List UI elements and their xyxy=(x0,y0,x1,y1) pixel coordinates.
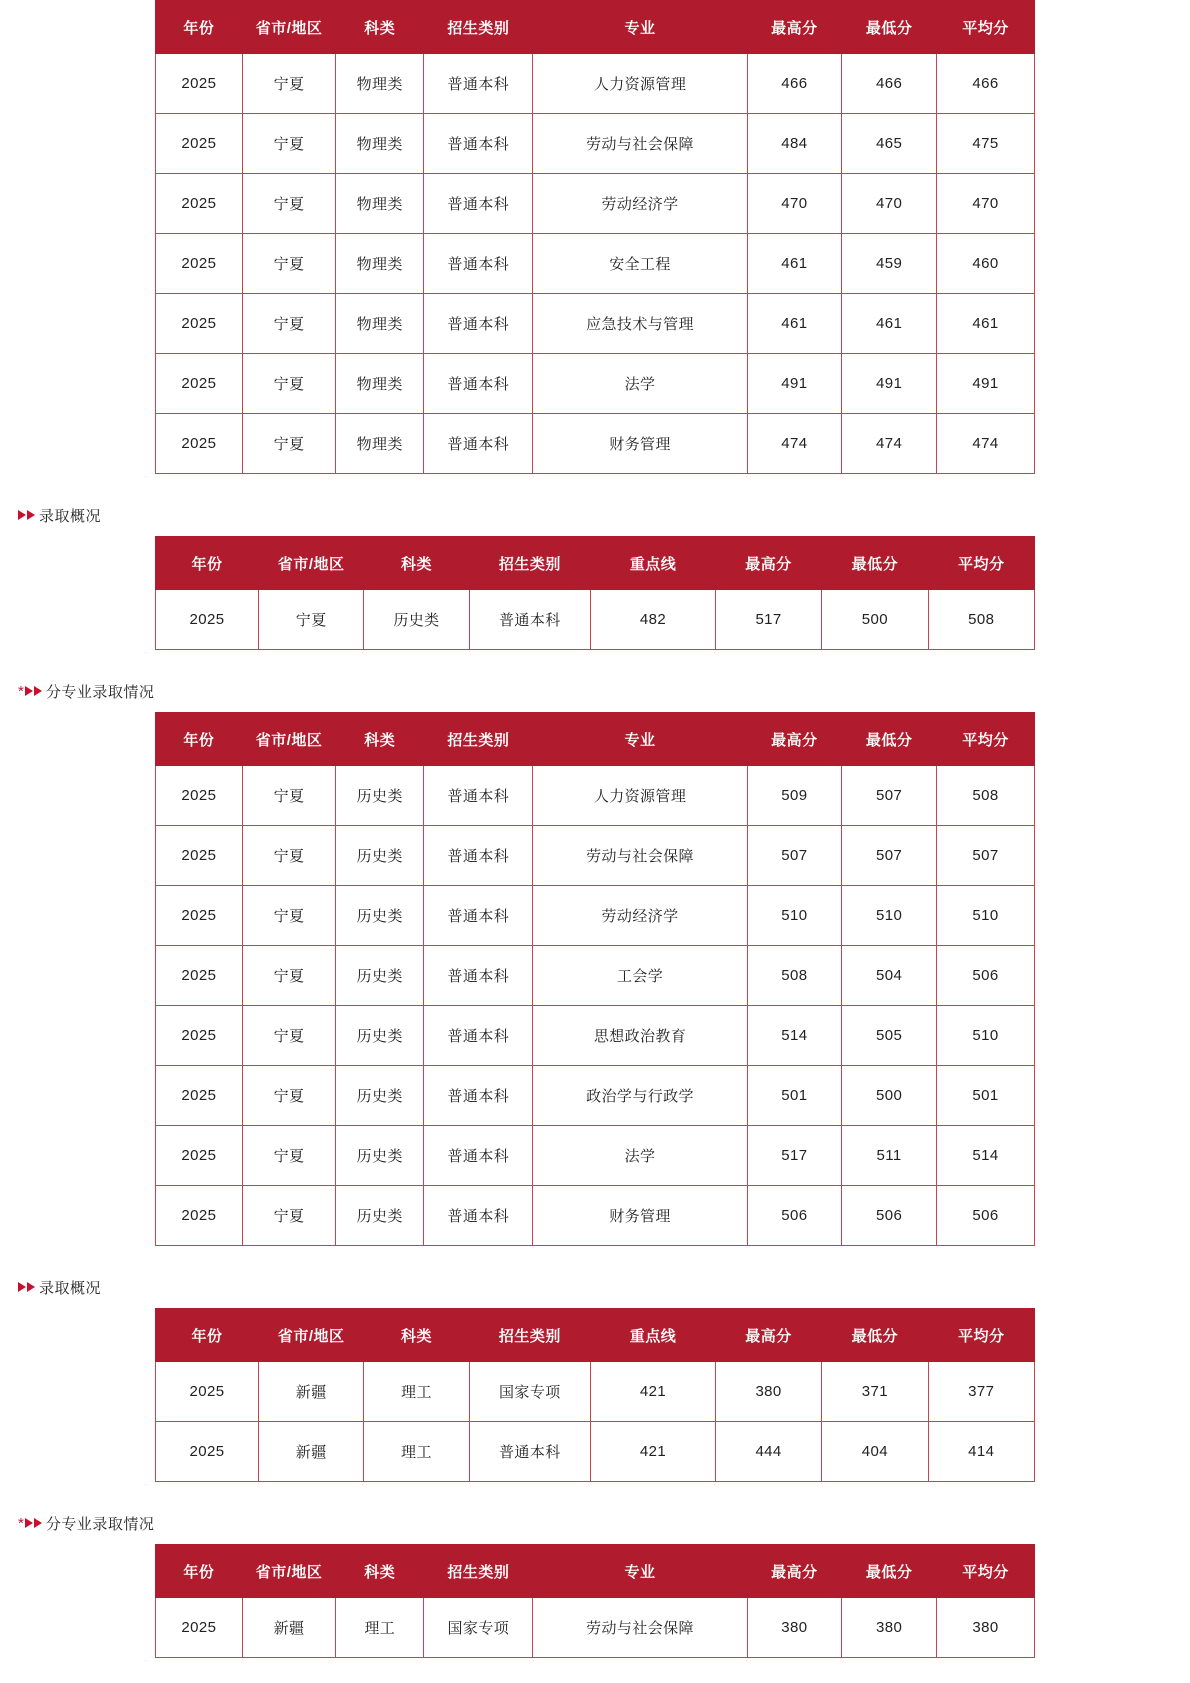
asterisk-marker: * xyxy=(18,682,24,700)
table-cell: 475 xyxy=(936,114,1034,174)
table-cell: 普通本科 xyxy=(424,1186,533,1246)
table-wrapper xyxy=(0,1308,1190,1482)
table-cell: 劳动与社会保障 xyxy=(533,1598,747,1658)
table-cell: 459 xyxy=(842,234,937,294)
table-cell: 2025 xyxy=(156,946,243,1006)
table-cell: 2025 xyxy=(156,590,259,650)
triangle-bullet-icon xyxy=(27,510,35,520)
table-cell: 506 xyxy=(936,946,1034,1006)
table-cell: 宁夏 xyxy=(242,414,336,474)
triangle-bullet-icon xyxy=(34,1518,42,1528)
table-cell: 历史类 xyxy=(336,1066,424,1126)
triangle-bullet-icon xyxy=(27,1282,35,1292)
column-header: 科类 xyxy=(336,1,424,54)
table-cell: 507 xyxy=(842,766,937,826)
table-cell: 宁夏 xyxy=(242,886,336,946)
column-header: 招生类别 xyxy=(469,537,591,590)
column-header: 年份 xyxy=(156,537,259,590)
table-cell: 517 xyxy=(747,1126,842,1186)
table-cell: 法学 xyxy=(533,354,747,414)
table-cell: 461 xyxy=(936,294,1034,354)
table-cell: 510 xyxy=(936,886,1034,946)
column-header: 重点线 xyxy=(591,537,716,590)
table-cell: 宁夏 xyxy=(242,294,336,354)
column-header: 招生类别 xyxy=(469,1309,591,1362)
table-cell: 508 xyxy=(747,946,842,1006)
table-cell: 应急技术与管理 xyxy=(533,294,747,354)
table-wrapper xyxy=(0,0,1190,474)
table-cell: 财务管理 xyxy=(533,414,747,474)
column-header: 平均分 xyxy=(936,713,1034,766)
table-header-row xyxy=(156,1545,1035,1598)
table-cell: 理工 xyxy=(336,1598,424,1658)
table-cell: 507 xyxy=(842,826,937,886)
table-cell: 普通本科 xyxy=(424,946,533,1006)
column-header: 专业 xyxy=(533,1,747,54)
table-cell: 法学 xyxy=(533,1126,747,1186)
column-header: 最高分 xyxy=(715,1309,821,1362)
table-row xyxy=(156,354,1035,414)
spacer xyxy=(0,474,1190,492)
table-cell: 514 xyxy=(747,1006,842,1066)
spacer xyxy=(0,1246,1190,1264)
column-header: 最低分 xyxy=(842,713,937,766)
section-heading-label: 分专业录取情况 xyxy=(45,1515,155,1533)
table-header-row xyxy=(156,537,1035,590)
table-cell: 510 xyxy=(936,1006,1034,1066)
column-header: 省市/地区 xyxy=(259,1309,364,1362)
table-cell: 物理类 xyxy=(336,414,424,474)
table-cell: 国家专项 xyxy=(424,1598,533,1658)
column-header: 最低分 xyxy=(842,1,937,54)
table-cell: 宁夏 xyxy=(242,1066,336,1126)
table-cell: 2025 xyxy=(156,826,243,886)
table-cell: 2025 xyxy=(156,114,243,174)
table-cell: 2025 xyxy=(156,1598,243,1658)
table-cell: 380 xyxy=(936,1598,1034,1658)
table-cell: 普通本科 xyxy=(424,354,533,414)
table-cell: 466 xyxy=(936,54,1034,114)
column-header: 年份 xyxy=(156,1309,259,1362)
table-row xyxy=(156,174,1035,234)
table-cell: 物理类 xyxy=(336,114,424,174)
triangle-bullet-icon xyxy=(25,686,33,696)
table-cell: 2025 xyxy=(156,414,243,474)
table-cell: 2025 xyxy=(156,234,243,294)
table-row xyxy=(156,886,1035,946)
table-cell: 劳动与社会保障 xyxy=(533,826,747,886)
column-header: 专业 xyxy=(533,713,747,766)
column-header: 省市/地区 xyxy=(242,1,336,54)
table-cell: 444 xyxy=(715,1422,821,1482)
table-cell: 宁夏 xyxy=(242,766,336,826)
table-row xyxy=(156,234,1035,294)
table-cell: 政治学与行政学 xyxy=(533,1066,747,1126)
table-cell: 500 xyxy=(842,1066,937,1126)
table-row xyxy=(156,54,1035,114)
column-header: 年份 xyxy=(156,1,243,54)
table-cell: 普通本科 xyxy=(424,826,533,886)
column-header: 最低分 xyxy=(822,537,928,590)
table-cell: 2025 xyxy=(156,294,243,354)
table-cell: 普通本科 xyxy=(424,1066,533,1126)
triangle-bullet-icon xyxy=(18,1282,26,1292)
spacer xyxy=(0,650,1190,668)
table-cell: 501 xyxy=(936,1066,1034,1126)
table-cell: 历史类 xyxy=(336,1126,424,1186)
table-cell: 484 xyxy=(747,114,842,174)
table-row xyxy=(156,114,1035,174)
table-cell: 2025 xyxy=(156,54,243,114)
table-row xyxy=(156,1066,1035,1126)
table-wrapper xyxy=(0,1544,1190,1658)
table-cell: 宁夏 xyxy=(242,54,336,114)
table-cell: 工会学 xyxy=(533,946,747,1006)
table-cell: 普通本科 xyxy=(424,54,533,114)
table-cell: 460 xyxy=(936,234,1034,294)
table-cell: 普通本科 xyxy=(424,234,533,294)
table-cell: 491 xyxy=(936,354,1034,414)
table-cell: 2025 xyxy=(156,1066,243,1126)
table-cell: 国家专项 xyxy=(469,1362,591,1422)
table-cell: 2025 xyxy=(156,1186,243,1246)
table-cell: 财务管理 xyxy=(533,1186,747,1246)
column-header: 最高分 xyxy=(747,713,842,766)
table-cell: 宁夏 xyxy=(242,354,336,414)
table-cell: 509 xyxy=(747,766,842,826)
table-row xyxy=(156,1006,1035,1066)
table-cell: 理工 xyxy=(364,1422,469,1482)
table-cell: 历史类 xyxy=(336,826,424,886)
table-cell: 普通本科 xyxy=(424,1126,533,1186)
column-header: 重点线 xyxy=(591,1309,716,1362)
column-header: 专业 xyxy=(533,1545,747,1598)
triangle-bullet-icon xyxy=(18,510,26,520)
table-cell: 514 xyxy=(936,1126,1034,1186)
table-cell: 普通本科 xyxy=(424,414,533,474)
table-cell: 380 xyxy=(715,1362,821,1422)
table-row xyxy=(156,1422,1035,1482)
column-header: 科类 xyxy=(364,537,469,590)
table-cell: 507 xyxy=(936,826,1034,886)
table-cell: 508 xyxy=(928,590,1034,650)
column-header: 最高分 xyxy=(715,537,821,590)
table-header-row xyxy=(156,713,1035,766)
spacer xyxy=(0,1658,1190,1676)
table-cell: 2025 xyxy=(156,1006,243,1066)
section-heading-overview xyxy=(0,1276,1190,1298)
table-cell: 421 xyxy=(591,1362,716,1422)
column-header: 平均分 xyxy=(928,1309,1034,1362)
table-cell: 474 xyxy=(747,414,842,474)
table-cell: 历史类 xyxy=(364,590,469,650)
table-cell: 510 xyxy=(747,886,842,946)
table-cell: 宁夏 xyxy=(242,174,336,234)
column-header: 最高分 xyxy=(747,1,842,54)
triangle-bullet-icon xyxy=(25,1518,33,1528)
table-cell: 普通本科 xyxy=(424,1006,533,1066)
table-cell: 劳动与社会保障 xyxy=(533,114,747,174)
column-header: 平均分 xyxy=(936,1545,1034,1598)
table-cell: 安全工程 xyxy=(533,234,747,294)
table-cell: 普通本科 xyxy=(424,294,533,354)
table-cell: 507 xyxy=(747,826,842,886)
table-cell: 461 xyxy=(842,294,937,354)
table-cell: 2025 xyxy=(156,886,243,946)
table-cell: 508 xyxy=(936,766,1034,826)
table-wrapper xyxy=(0,712,1190,1246)
table-cell: 物理类 xyxy=(336,54,424,114)
table-cell: 普通本科 xyxy=(424,114,533,174)
table-header-row xyxy=(156,1,1035,54)
table-cell: 宁夏 xyxy=(242,826,336,886)
table-header-row xyxy=(156,1309,1035,1362)
triangle-bullet-icon xyxy=(34,686,42,696)
spacer xyxy=(0,1482,1190,1500)
table-row xyxy=(156,1126,1035,1186)
column-header: 省市/地区 xyxy=(242,1545,336,1598)
table-cell: 371 xyxy=(822,1362,928,1422)
table-cell: 普通本科 xyxy=(424,886,533,946)
table-row xyxy=(156,590,1035,650)
table-cell: 466 xyxy=(842,54,937,114)
table-cell: 物理类 xyxy=(336,294,424,354)
table-cell: 461 xyxy=(747,234,842,294)
table-cell: 380 xyxy=(842,1598,937,1658)
section-heading-label: 分专业录取情况 xyxy=(45,683,155,701)
table-cell: 思想政治教育 xyxy=(533,1006,747,1066)
table-cell: 宁夏 xyxy=(242,1006,336,1066)
section-heading-label: 录取概况 xyxy=(39,507,102,525)
overview-score-table xyxy=(155,1308,1035,1482)
column-header: 最低分 xyxy=(822,1309,928,1362)
table-cell: 新疆 xyxy=(242,1598,336,1658)
table-cell: 505 xyxy=(842,1006,937,1066)
overview-score-table xyxy=(155,536,1035,650)
table-cell: 404 xyxy=(822,1422,928,1482)
table-cell: 2025 xyxy=(156,1422,259,1482)
table-cell: 491 xyxy=(747,354,842,414)
table-row xyxy=(156,1362,1035,1422)
table-cell: 历史类 xyxy=(336,886,424,946)
table-cell: 380 xyxy=(747,1598,842,1658)
table-cell: 普通本科 xyxy=(424,766,533,826)
table-cell: 461 xyxy=(747,294,842,354)
table-cell: 2025 xyxy=(156,174,243,234)
table-cell: 劳动经济学 xyxy=(533,886,747,946)
table-cell: 普通本科 xyxy=(469,1422,591,1482)
section-heading-by-major xyxy=(0,1512,1190,1534)
table-cell: 474 xyxy=(842,414,937,474)
column-header: 科类 xyxy=(336,1545,424,1598)
section-heading-label: 录取概况 xyxy=(39,1279,102,1297)
column-header: 省市/地区 xyxy=(242,713,336,766)
table-cell: 506 xyxy=(936,1186,1034,1246)
table-cell: 504 xyxy=(842,946,937,1006)
table-cell: 506 xyxy=(842,1186,937,1246)
table-cell: 2025 xyxy=(156,354,243,414)
section-heading-by-major xyxy=(0,680,1190,702)
table-row xyxy=(156,1186,1035,1246)
column-header: 年份 xyxy=(156,713,243,766)
table-cell: 普通本科 xyxy=(424,174,533,234)
asterisk-marker: * xyxy=(18,1514,24,1532)
table-cell: 物理类 xyxy=(336,354,424,414)
table-wrapper xyxy=(0,536,1190,650)
section-heading-overview xyxy=(0,504,1190,526)
table-row xyxy=(156,766,1035,826)
table-cell: 474 xyxy=(936,414,1034,474)
table-cell: 482 xyxy=(591,590,716,650)
column-header: 平均分 xyxy=(928,537,1034,590)
table-cell: 新疆 xyxy=(259,1362,364,1422)
table-cell: 宁夏 xyxy=(242,234,336,294)
column-header: 招生类别 xyxy=(424,1545,533,1598)
table-cell: 377 xyxy=(928,1362,1034,1422)
table-cell: 2025 xyxy=(156,1362,259,1422)
major-score-table xyxy=(155,0,1035,474)
column-header: 最低分 xyxy=(842,1545,937,1598)
table-cell: 历史类 xyxy=(336,946,424,1006)
table-cell: 宁夏 xyxy=(242,1126,336,1186)
table-cell: 421 xyxy=(591,1422,716,1482)
table-cell: 414 xyxy=(928,1422,1034,1482)
table-row xyxy=(156,414,1035,474)
table-cell: 470 xyxy=(842,174,937,234)
table-cell: 宁夏 xyxy=(242,946,336,1006)
table-cell: 人力资源管理 xyxy=(533,54,747,114)
column-header: 科类 xyxy=(364,1309,469,1362)
table-cell: 人力资源管理 xyxy=(533,766,747,826)
table-cell: 2025 xyxy=(156,1126,243,1186)
table-cell: 506 xyxy=(747,1186,842,1246)
column-header: 最高分 xyxy=(747,1545,842,1598)
table-cell: 宁夏 xyxy=(242,1186,336,1246)
table-cell: 历史类 xyxy=(336,1186,424,1246)
table-cell: 466 xyxy=(747,54,842,114)
column-header: 科类 xyxy=(336,713,424,766)
table-cell: 511 xyxy=(842,1126,937,1186)
table-row xyxy=(156,294,1035,354)
table-cell: 2025 xyxy=(156,766,243,826)
table-cell: 510 xyxy=(842,886,937,946)
table-cell: 理工 xyxy=(364,1362,469,1422)
table-cell: 新疆 xyxy=(259,1422,364,1482)
column-header: 招生类别 xyxy=(424,713,533,766)
table-cell: 物理类 xyxy=(336,234,424,294)
table-cell: 470 xyxy=(747,174,842,234)
table-cell: 历史类 xyxy=(336,766,424,826)
table-cell: 物理类 xyxy=(336,174,424,234)
table-cell: 宁夏 xyxy=(242,114,336,174)
major-score-table xyxy=(155,712,1035,1246)
table-row xyxy=(156,1598,1035,1658)
table-cell: 劳动经济学 xyxy=(533,174,747,234)
column-header: 平均分 xyxy=(936,1,1034,54)
major-score-table xyxy=(155,1544,1035,1658)
table-row xyxy=(156,946,1035,1006)
column-header: 招生类别 xyxy=(424,1,533,54)
column-header: 省市/地区 xyxy=(259,537,364,590)
table-cell: 501 xyxy=(747,1066,842,1126)
column-header: 年份 xyxy=(156,1545,243,1598)
table-cell: 500 xyxy=(822,590,928,650)
table-cell: 465 xyxy=(842,114,937,174)
table-cell: 历史类 xyxy=(336,1006,424,1066)
table-row xyxy=(156,826,1035,886)
table-cell: 470 xyxy=(936,174,1034,234)
table-cell: 宁夏 xyxy=(259,590,364,650)
table-cell: 491 xyxy=(842,354,937,414)
table-cell: 普通本科 xyxy=(469,590,591,650)
table-cell: 517 xyxy=(715,590,821,650)
